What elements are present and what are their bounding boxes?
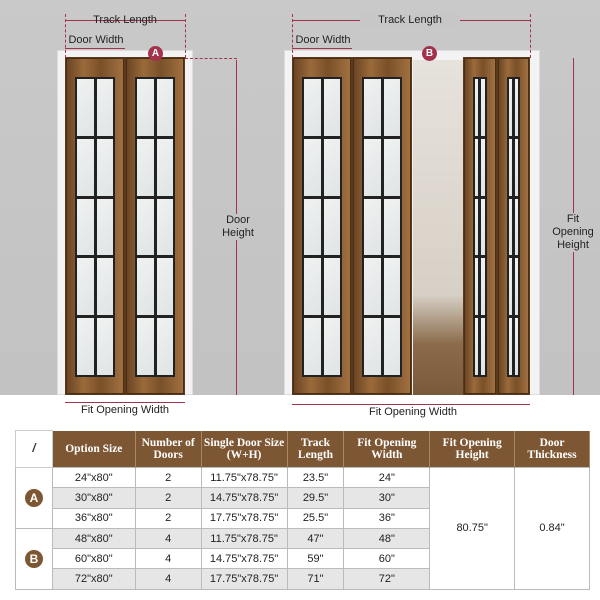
door-panel	[498, 58, 530, 394]
table-cell: 36"x80"	[52, 508, 135, 528]
glass-grid	[135, 77, 175, 377]
glass-pane	[509, 258, 512, 315]
glass-pane	[157, 318, 174, 375]
header-cell: Fit Opening Width	[344, 431, 430, 468]
door-b-left-pair	[292, 57, 412, 395]
glass-pane	[509, 79, 512, 136]
glass-pane	[77, 318, 94, 375]
fit-opening-height-label: Fit Opening Height	[548, 213, 598, 252]
fit-opening-height-cell: 80.75"	[430, 468, 515, 590]
glass-grid	[75, 77, 115, 377]
track-length-label-b: Track Length	[360, 14, 460, 27]
glass-pane	[324, 199, 341, 256]
glass-grid	[507, 77, 521, 377]
table-cell: 14.75"x78.75"	[201, 549, 287, 569]
glass-pane	[304, 79, 321, 136]
table-cell: 30"	[344, 488, 430, 508]
table-cell: 48"x80"	[52, 528, 135, 548]
glass-pane	[77, 199, 94, 256]
guide	[185, 58, 237, 59]
glass-pane	[137, 199, 154, 256]
fit-width-label-b: Fit Opening Width	[368, 406, 458, 418]
spec-table	[15, 430, 590, 590]
glass-pane	[481, 139, 484, 196]
table-cell: 59"	[287, 549, 344, 569]
glass-pane	[157, 79, 174, 136]
fit-width-label-a: Fit Opening Width	[80, 404, 170, 416]
glass-pane	[157, 139, 174, 196]
guide	[530, 14, 531, 58]
header-cell: Track Length	[287, 431, 344, 468]
table-cell: 60"	[344, 549, 430, 569]
glass-pane	[384, 79, 401, 136]
table-cell: 60"x80"	[52, 549, 135, 569]
glass-pane	[481, 318, 484, 375]
door-panel	[293, 58, 351, 394]
table-cell: 23.5"	[287, 468, 344, 488]
glass-grid	[362, 77, 402, 377]
table-cell: 2	[135, 468, 201, 488]
glass-pane	[97, 318, 114, 375]
glass-pane	[157, 199, 174, 256]
glass-pane	[475, 199, 478, 256]
glass-pane	[384, 258, 401, 315]
badge-b: B	[422, 46, 437, 61]
table-cell: 4	[135, 549, 201, 569]
group-badge: B	[25, 550, 43, 568]
glass-pane	[324, 318, 341, 375]
glass-pane	[304, 258, 321, 315]
table-cell: 4	[135, 528, 201, 548]
glass-pane	[137, 139, 154, 196]
glass-pane	[364, 258, 381, 315]
table-cell: 72"x80"	[52, 569, 135, 589]
glass-grid	[473, 77, 487, 377]
glass-pane	[481, 258, 484, 315]
glass-pane	[77, 258, 94, 315]
door-panel	[126, 58, 184, 394]
table-cell: 47"	[287, 528, 344, 548]
glass-pane	[509, 139, 512, 196]
glass-pane	[97, 258, 114, 315]
table-cell: 11.75"x78.75"	[201, 528, 287, 548]
door-b-folded-pair	[463, 57, 530, 395]
fit-width-line-a	[65, 402, 185, 403]
glass-pane	[324, 79, 341, 136]
table-cell: 2	[135, 488, 201, 508]
glass-pane	[364, 199, 381, 256]
door-width-label-a: Door Width	[68, 34, 124, 46]
glass-pane	[97, 79, 114, 136]
door-panel	[464, 58, 496, 394]
door-panel	[66, 58, 124, 394]
glass-grid	[302, 77, 342, 377]
door-panel	[353, 58, 411, 394]
glass-pane	[137, 79, 154, 136]
glass-pane	[481, 199, 484, 256]
table-cell: 30"x80"	[52, 488, 135, 508]
glass-pane	[481, 79, 484, 136]
group-cell	[16, 528, 53, 589]
table-cell: 36"	[344, 508, 430, 528]
table-cell: 24"	[344, 468, 430, 488]
track-length-label-a: Track Length	[93, 14, 157, 26]
glass-pane	[77, 79, 94, 136]
table-cell: 29.5"	[287, 488, 344, 508]
group-badge: A	[25, 489, 43, 507]
glass-pane	[304, 199, 321, 256]
glass-pane	[475, 318, 478, 375]
group-cell	[16, 468, 53, 529]
table-cell: 4	[135, 569, 201, 589]
header-cell: Fit Opening Height	[430, 431, 515, 468]
door-height-label: Door Height	[216, 214, 260, 240]
glass-pane	[364, 79, 381, 136]
glass-pane	[324, 139, 341, 196]
table-cell: 14.75"x78.75"	[201, 488, 287, 508]
glass-pane	[157, 258, 174, 315]
table-cell: 17.75"x78.75"	[201, 569, 287, 589]
glass-pane	[384, 139, 401, 196]
door-width-label-b: Door Width	[295, 34, 351, 46]
glass-pane	[324, 258, 341, 315]
glass-pane	[77, 139, 94, 196]
glass-pane	[364, 139, 381, 196]
glass-pane	[515, 79, 518, 136]
table-cell: 11.75"x78.75"	[201, 468, 287, 488]
glass-pane	[137, 258, 154, 315]
door-a	[65, 57, 185, 395]
glass-pane	[97, 199, 114, 256]
glass-pane	[475, 139, 478, 196]
table-cell: 24"x80"	[52, 468, 135, 488]
glass-pane	[515, 139, 518, 196]
table-cell: 71"	[287, 569, 344, 589]
header-cell: /	[16, 431, 53, 468]
door-width-line-a	[65, 48, 125, 49]
header-cell: Option Size	[52, 431, 135, 468]
glass-pane	[384, 199, 401, 256]
glass-pane	[509, 199, 512, 256]
glass-pane	[384, 318, 401, 375]
header-cell: Number of Doors	[135, 431, 201, 468]
glass-pane	[515, 258, 518, 315]
glass-pane	[97, 139, 114, 196]
table-cell: 2	[135, 508, 201, 528]
glass-pane	[475, 258, 478, 315]
table-cell: 25.5"	[287, 508, 344, 528]
door-thickness-cell: 0.84"	[515, 468, 590, 590]
glass-pane	[509, 318, 512, 375]
table-cell: 17.75"x78.75"	[201, 508, 287, 528]
table-cell: 48"	[344, 528, 430, 548]
glass-pane	[515, 318, 518, 375]
badge-a: A	[148, 46, 163, 61]
table-row	[16, 468, 590, 488]
guide	[185, 14, 186, 58]
header-cell: Door Thickness	[515, 431, 590, 468]
glass-pane	[304, 318, 321, 375]
fit-width-line-b	[292, 404, 530, 405]
glass-pane	[137, 318, 154, 375]
glass-pane	[304, 139, 321, 196]
door-width-line-b	[292, 48, 352, 49]
glass-pane	[364, 318, 381, 375]
header-cell: Single Door Size (W+H)	[201, 431, 287, 468]
room-view	[413, 60, 463, 395]
table-cell: 72"	[344, 569, 430, 589]
glass-pane	[515, 199, 518, 256]
glass-pane	[475, 79, 478, 136]
